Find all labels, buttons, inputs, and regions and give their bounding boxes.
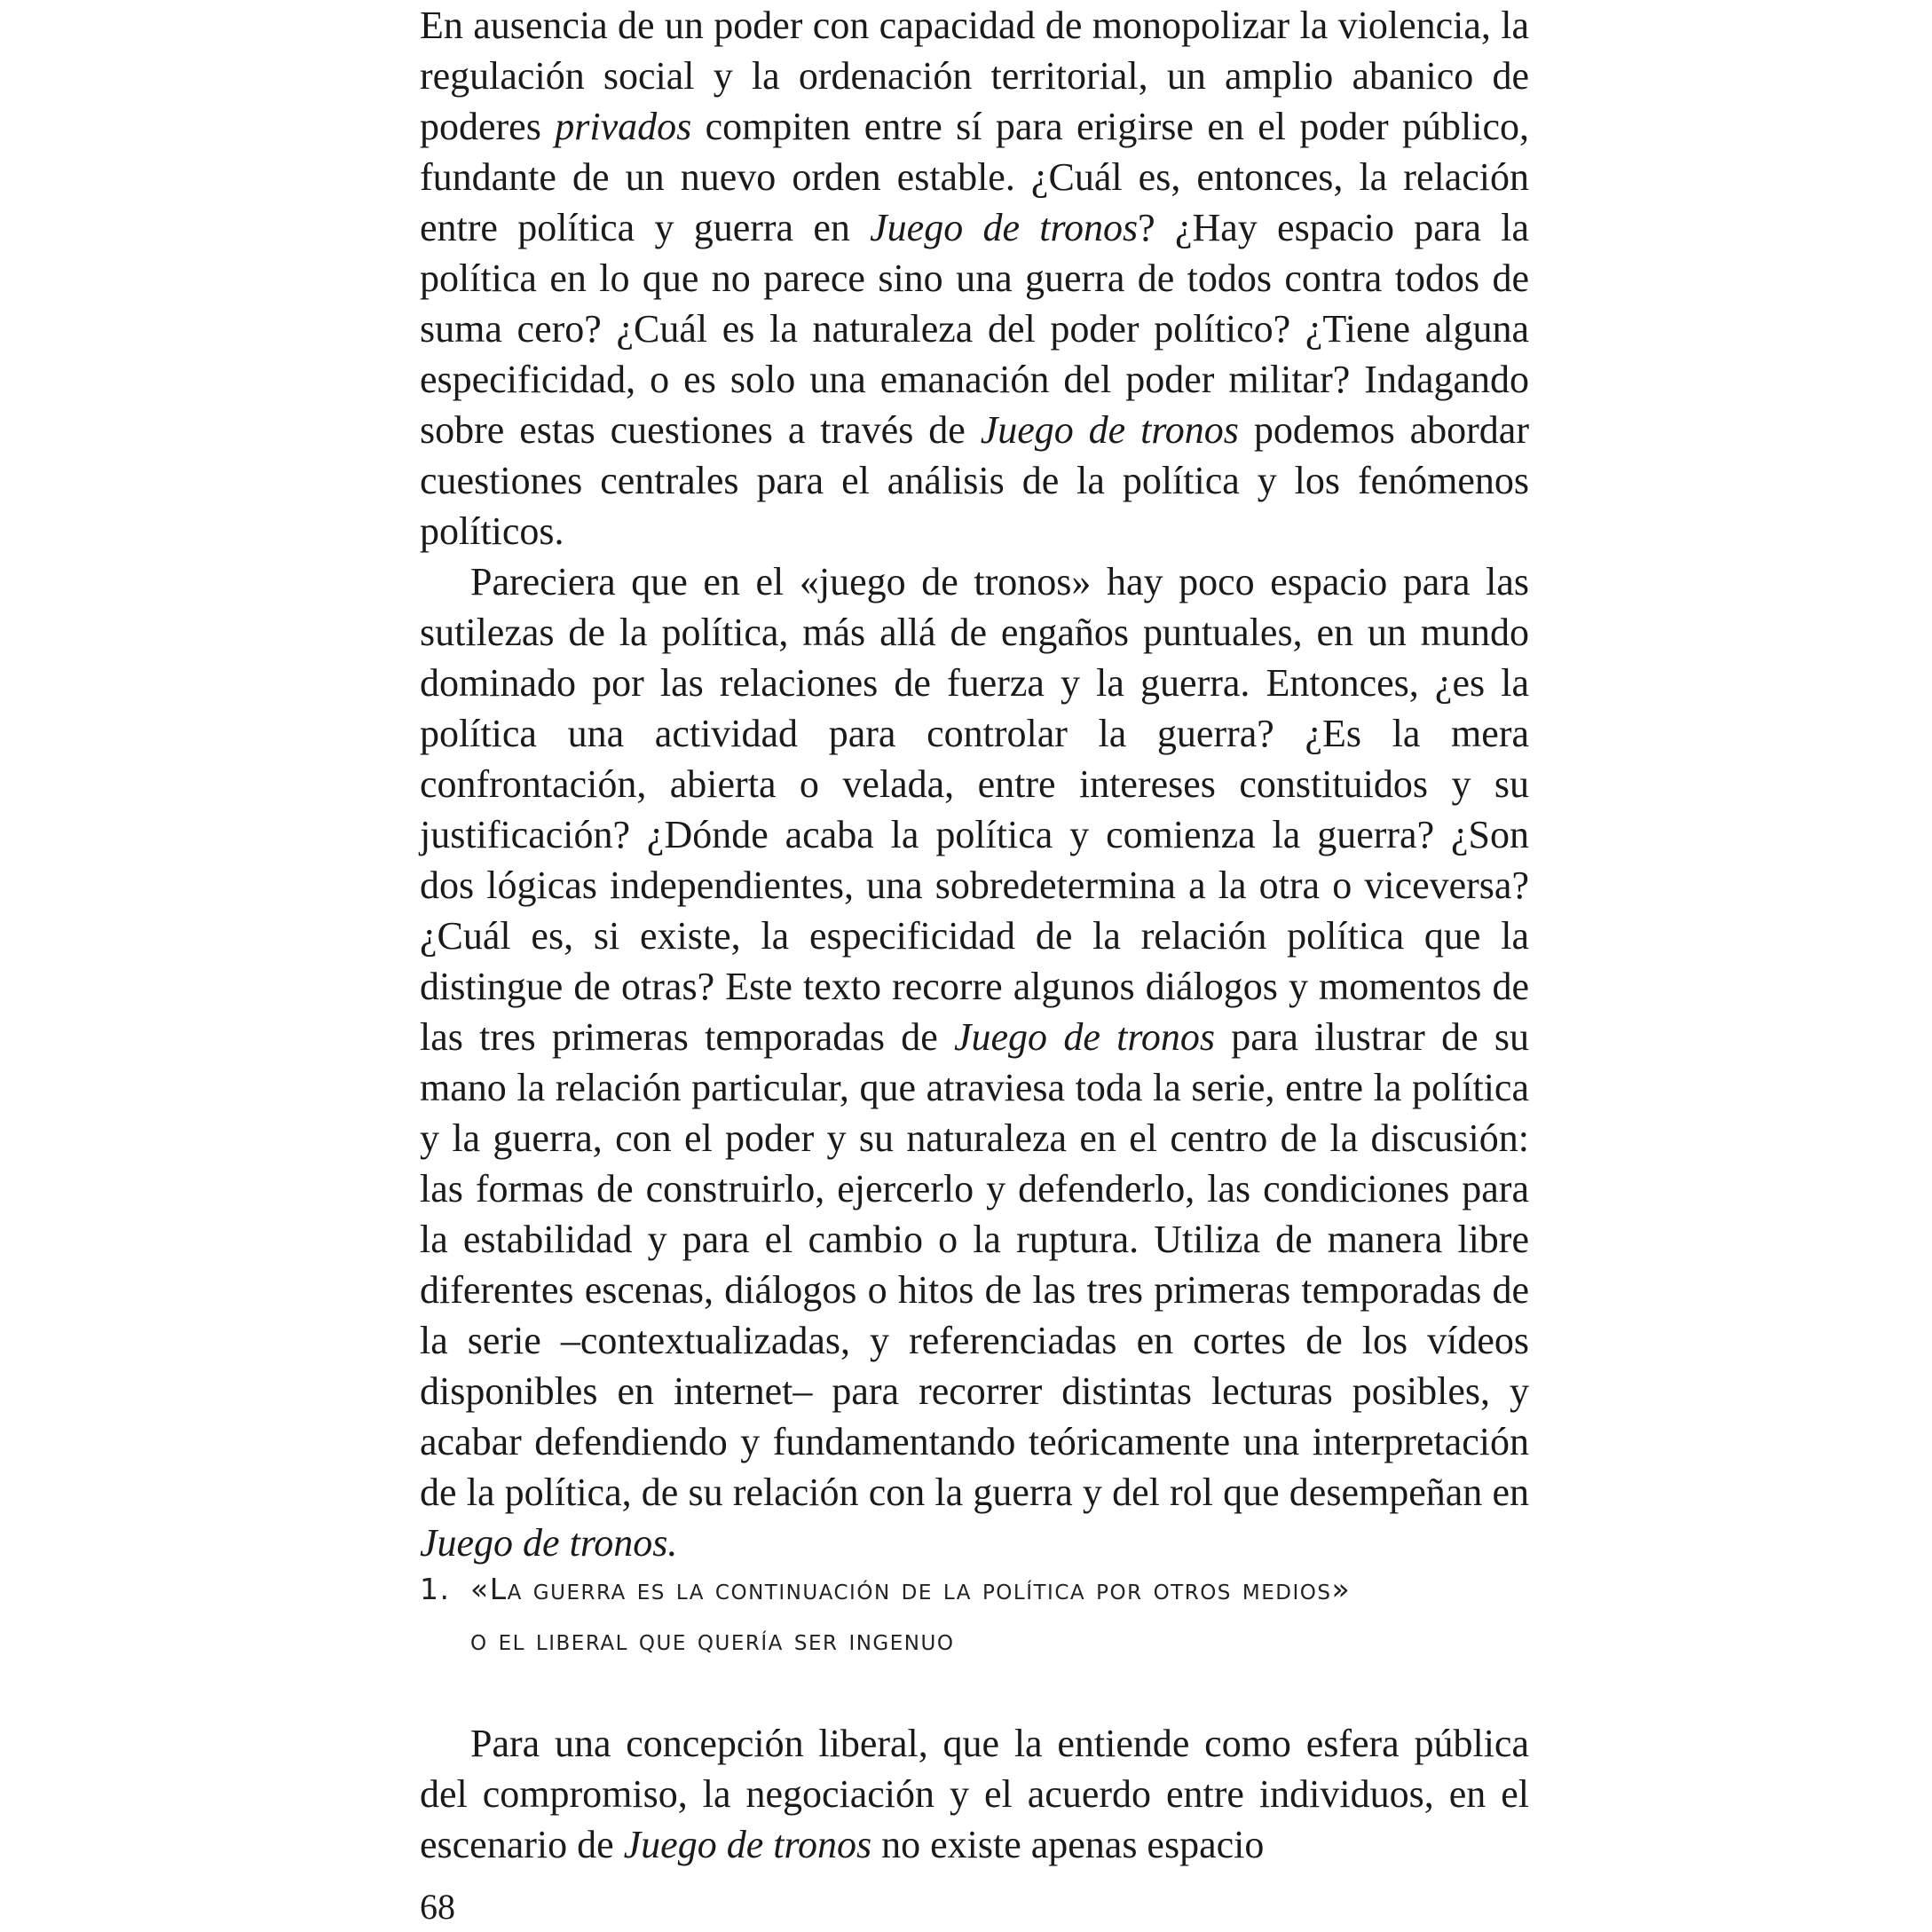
paragraph-1	[420, 0, 1529, 556]
italic-text-segment: Juego de tronos	[623, 1823, 872, 1866]
italic-text-segment: Juego de tronos	[870, 206, 1139, 249]
text-segment: Pareciera que en el «juego de tronos» hay poco espacio para las sutilezas de la política, más allá de engaños puntuales, en un mundo dominado por las relaciones de fuerza y la guerra. Entonces, ¿es la política una actividad para controlar la guerra? ¿Es la mera confrontación, abierta o velada, entre intereses constituidos y su justificación? ¿Dónde acaba la política y comienza la guerra? ¿Son dos lógicas independientes, una sobredetermina a la otra o viceversa? ¿Cuál es, si existe, la especificidad de la relación política que la distingue de otras? Este texto recorre algunos diálogos y momentos de las tres primeras temporadas de	[420, 560, 1529, 1059]
section-title-line-2: o el liberal que quería ser ingenuo	[470, 1622, 955, 1657]
text-segment: podemos abordar cuestiones centrales para el análisis de la política y los fenómenos políticos.	[420, 408, 1529, 553]
text-segment: para ilustrar de su mano la relación particular, que atraviesa toda la serie, entre la política y la guerra, con el poder y su naturaleza en el centro de la discusión: las formas de construirlo, ejercerlo y defenderlo, las condiciones para la estabilidad y para el cambio o la ruptura. Utiliza de manera libre diferentes escenas, diálogos o hitos de las tres primeras temporadas de la serie –contextualizadas, y referenciadas en cortes de los vídeos disponibles en internet– para recorrer distintas lecturas posibles, y acabar defendiendo y fundamentando teóricamente una interpretación de la política, de su relación con la guerra y del rol que desempeñan en	[420, 1015, 1529, 1514]
body-text	[420, 0, 1529, 1568]
italic-text-segment: Juego de tronos.	[420, 1521, 678, 1565]
section-number: 1.	[420, 1572, 451, 1606]
text-segment: compiten entre sí para erigirse en el poder público, fundante de un nuevo orden estable. ¿Cuál es, entonces, la relación entre política y guerra en	[420, 105, 1529, 249]
text-segment: En ausencia de un poder con capacidad de monopolizar la violencia, la regulación social y la ordenación territorial, un amplio abanico de poderes	[420, 4, 1529, 148]
page-number: 68	[420, 1887, 455, 1927]
paragraph-3	[420, 1718, 1529, 1870]
italic-text-segment: Juego de tronos	[980, 408, 1239, 452]
text-segment: ? ¿Hay espacio para la política en lo que no parece sino una guerra de todos contra todos de suma cero? ¿Cuál es la naturaleza del poder político? ¿Tiene alguna especificidad, o es solo una emanación del poder militar? Indagando sobre estas cuestiones a través de	[420, 206, 1529, 452]
closing-text	[420, 1718, 1529, 1870]
paragraph-2	[420, 556, 1529, 1568]
section-heading-line-1	[420, 1564, 1529, 1614]
section-heading	[420, 1564, 1529, 1665]
italic-text-segment: privados	[555, 105, 692, 148]
text-segment: Para una concepción liberal, que la entiende como esfera pública del compromiso, la negociación y el acuerdo entre individuos, en el escenario de	[420, 1722, 1529, 1866]
section-title-line-1: «La guerra es la continuación de la política por otros medios»	[470, 1572, 1352, 1606]
text-segment: no existe apenas espacio	[871, 1823, 1265, 1866]
italic-text-segment: Juego de tronos	[954, 1015, 1215, 1059]
